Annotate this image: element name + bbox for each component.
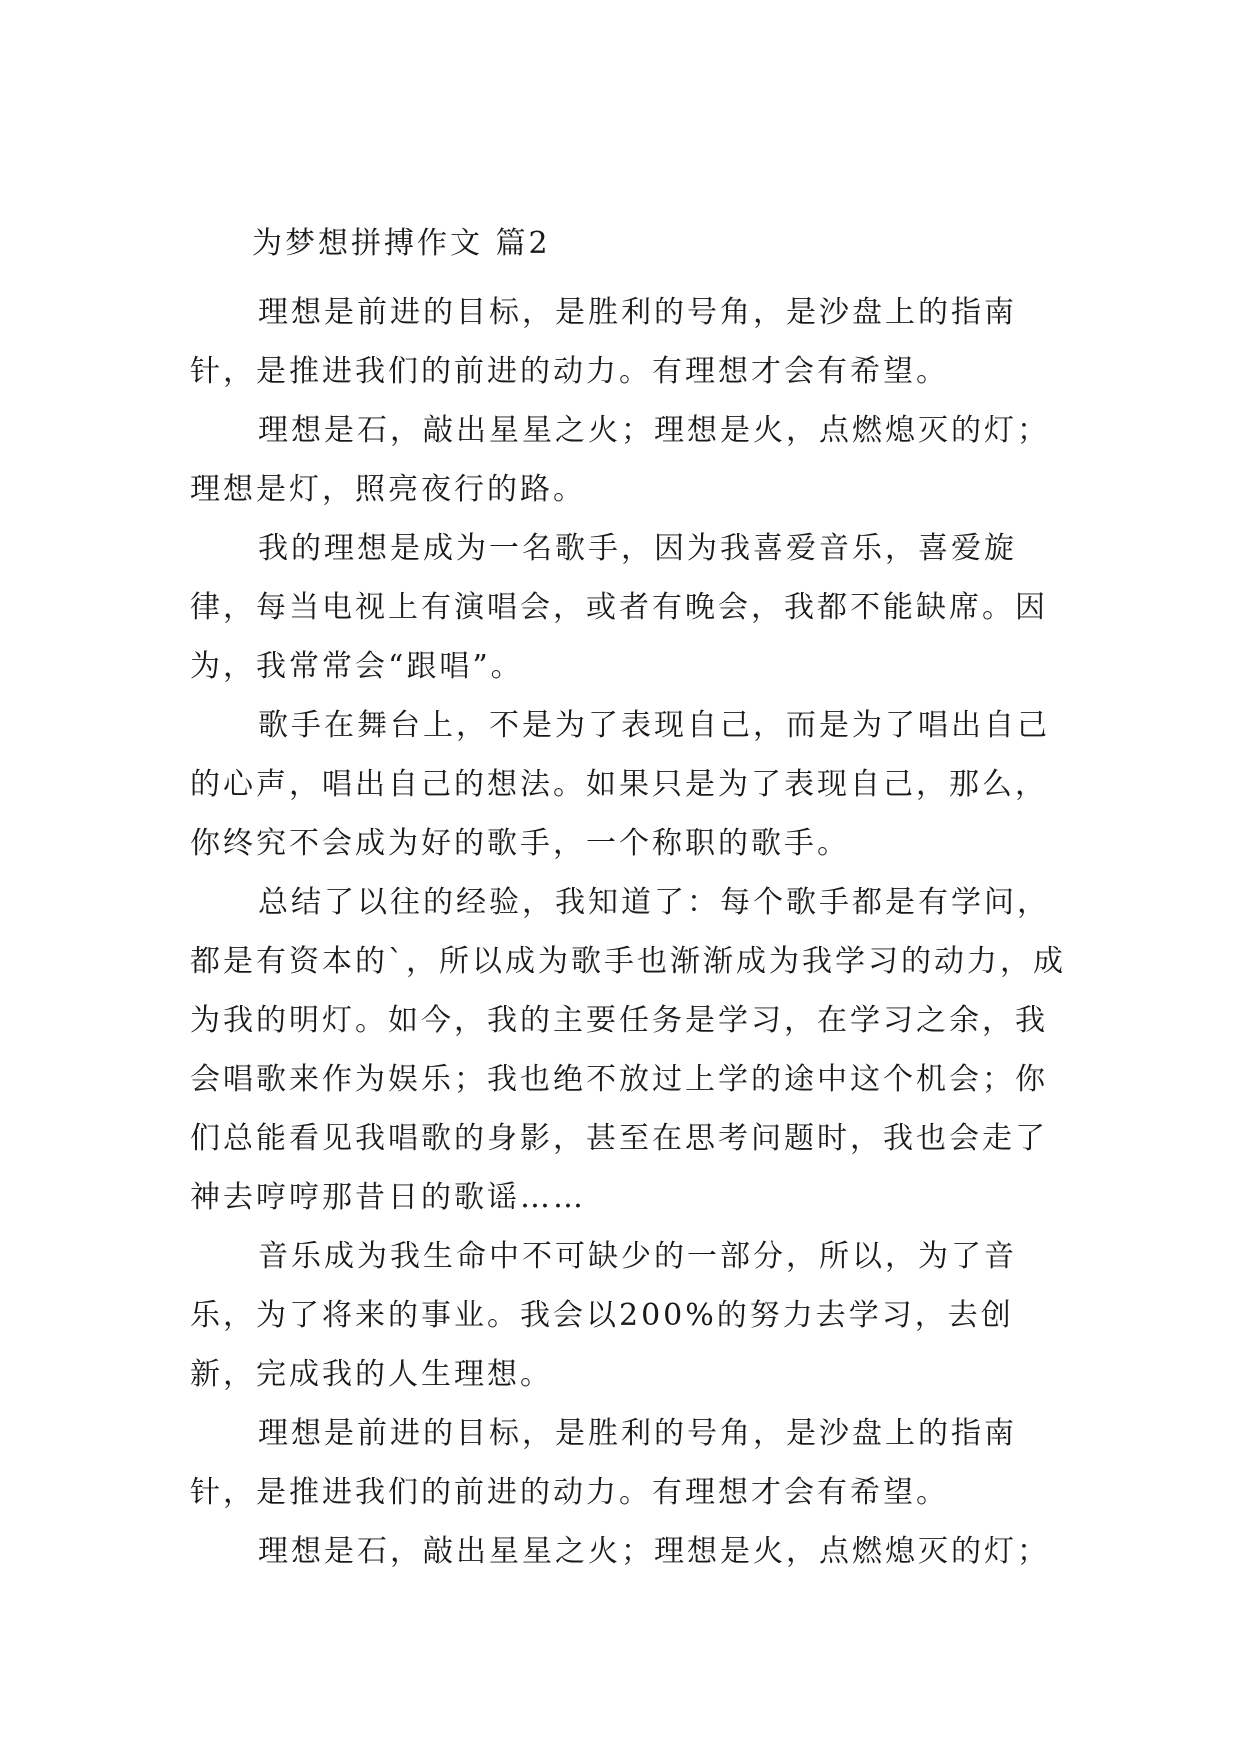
paragraph: 理想是前进的目标，是胜利的号角，是沙盘上的指南针，是推进我们的前进的动力。有理想才会有希望。 — [190, 1416, 1017, 1510]
document-body — [190, 222, 1070, 1581]
document-title: 为梦想拼搏作文 篇2 — [252, 226, 551, 261]
paragraph: 理想是石，敲出星星之火；理想是火，点燃熄灭的灯；理想是灯，照亮夜行的路。 — [190, 413, 1050, 507]
paragraph: 音乐成为我生命中不可缺少的一部分，所以，为了音乐，为了将来的事业。我会以200%的努力去学习，去创新，完成我的人生理想。 — [190, 1239, 1017, 1392]
paragraph: 理想是前进的目标，是胜利的号角，是沙盘上的指南针，是推进我们的前进的动力。有理想才会有希望。 — [190, 295, 1017, 389]
paragraph: 我的理想是成为一名歌手，因为我喜爱音乐，喜爱旋律，每当电视上有演唱会，或者有晚会，我都不能缺席。因为，我常常会“跟唱”。 — [190, 531, 1048, 684]
paragraph: 歌手在舞台上，不是为了表现自己，而是为了唱出自己的心声，唱出自己的想法。如果只是为了表现自己，那么，你终究不会成为好的歌手，一个称职的歌手。 — [190, 708, 1050, 861]
paragraph: 理想是石，敲出星星之火；理想是火，点燃熄灭的灯； — [258, 1534, 1050, 1569]
paragraph: 总结了以往的经验，我知道了：每个歌手都是有学问，都是有资本的`，所以成为歌手也渐渐成为我学习的动力，成为我的明灯。如今，我的主要任务是学习，在学习之余，我会唱歌来作为娱乐；我也绝不放过上学的途中这个机会；你们总能看见我唱歌的身影，甚至在思考问题时，我也会走了神去哼哼那昔日的歌谣…… — [190, 885, 1066, 1215]
